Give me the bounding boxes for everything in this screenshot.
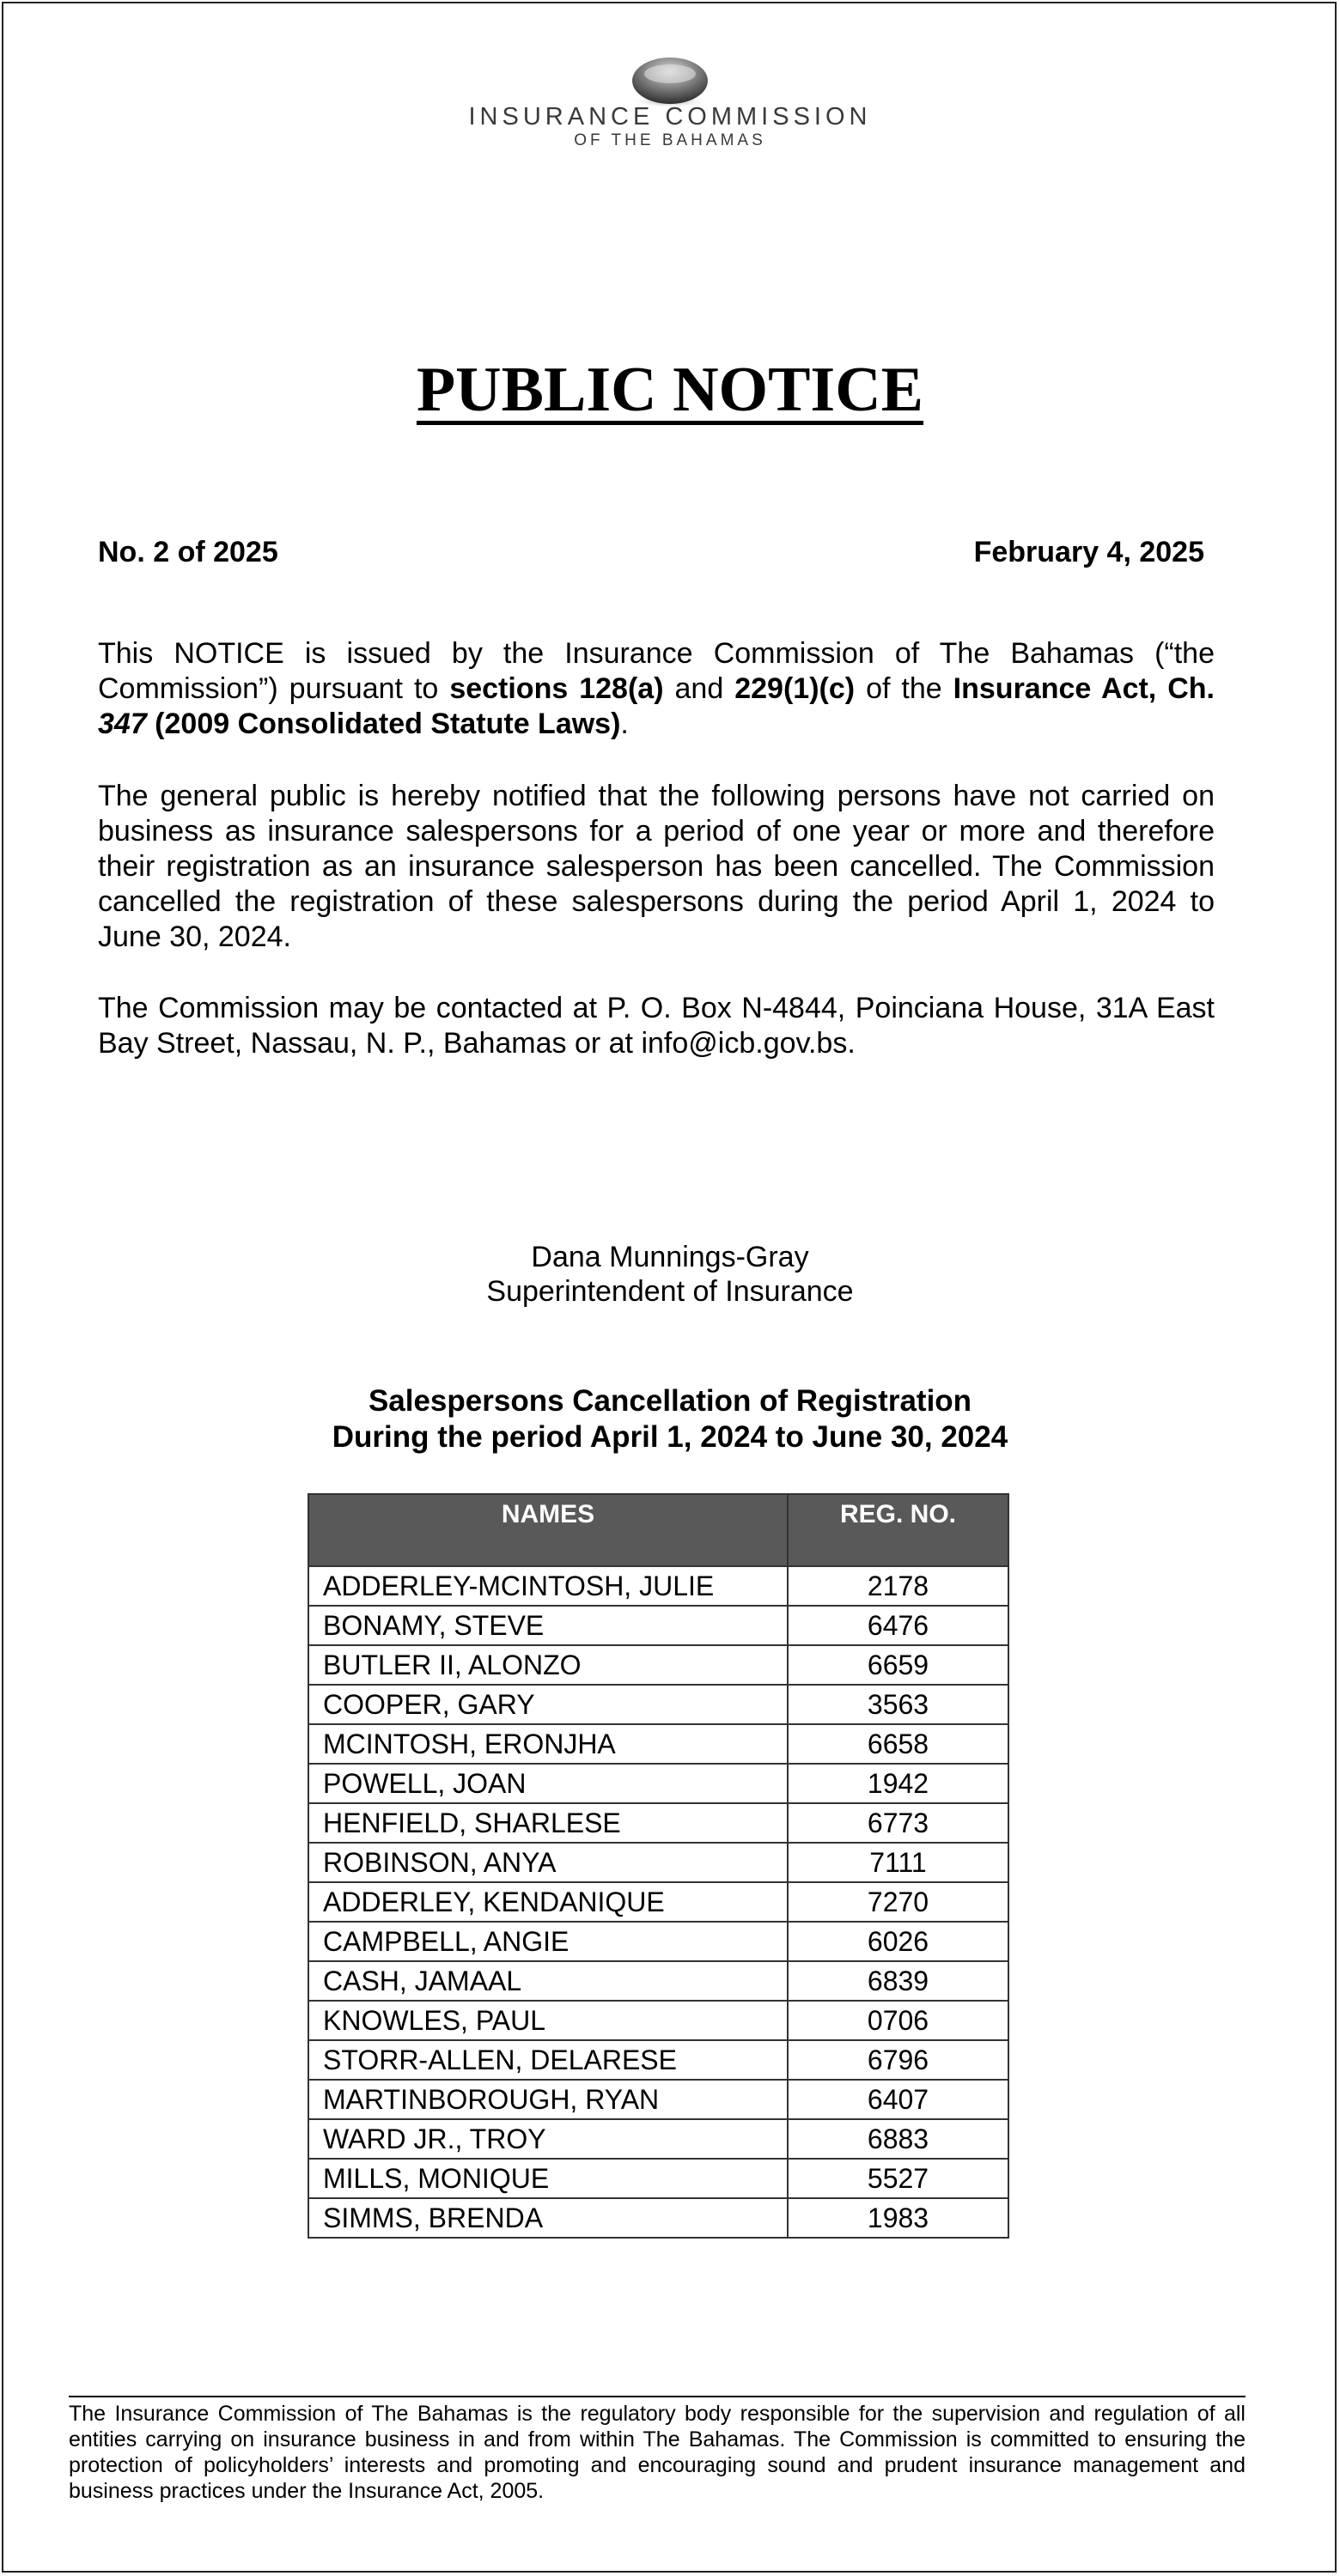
header-reg-no: REG. NO. bbox=[788, 1494, 1008, 1566]
cell-reg-no: 6773 bbox=[788, 1803, 1008, 1843]
cell-reg-no: 3563 bbox=[788, 1685, 1008, 1724]
cell-reg-no: 1942 bbox=[788, 1764, 1008, 1803]
footer-text: The Insurance Commission of The Bahamas is the regulatory body responsible for the supervision and regulation of all entities carrying on insurance business in and from within The Bahamas. The Commission is committed to ensuring the protection of policyholders’ interests and promoting and encouraging sound and prudent insurance management and business practices under the Insurance Act, 2005. bbox=[69, 2402, 1246, 2503]
table-row bbox=[308, 2040, 1008, 2080]
cell-reg-no: 6796 bbox=[788, 2040, 1008, 2080]
p1-chapter-number: 347 bbox=[98, 708, 147, 740]
cell-reg-no: 5527 bbox=[788, 2159, 1008, 2198]
cell-reg-no: 6883 bbox=[788, 2119, 1008, 2159]
cell-name: KNOWLES, PAUL bbox=[308, 2001, 788, 2040]
page-title bbox=[0, 354, 1340, 427]
notice-date: February 4, 2025 bbox=[973, 536, 1204, 568]
logo bbox=[0, 57, 1340, 110]
footer-divider bbox=[69, 2396, 1246, 2397]
p1-act-name: Insurance Act, Ch. bbox=[953, 672, 1215, 705]
cell-reg-no: 2178 bbox=[788, 1566, 1008, 1606]
cancellation-table bbox=[308, 1493, 1009, 2239]
signatory-title: Superintendent of Insurance bbox=[486, 1275, 854, 1308]
p1-text-3: of the bbox=[855, 672, 953, 705]
cell-name: ADDERLEY-MCINTOSH, JULIE bbox=[308, 1566, 788, 1606]
p1-text-1: This NOTICE is issued by the Insurance Commission of The Bahamas (“the Commission”) pursuant to bbox=[98, 637, 1215, 705]
p1-section-2: 229(1)(c) bbox=[734, 672, 856, 705]
cell-name: BUTLER II, ALONZO bbox=[308, 1645, 788, 1685]
cell-reg-no: 0706 bbox=[788, 2001, 1008, 2040]
cell-reg-no: 7270 bbox=[788, 1882, 1008, 1922]
cell-name: POWELL, JOAN bbox=[308, 1764, 788, 1803]
cell-name: WARD JR., TROY bbox=[308, 2119, 788, 2159]
logo-text-line1: INSURANCE COMMISSION bbox=[468, 103, 872, 131]
cell-name: STORR-ALLEN, DELARESE bbox=[308, 2040, 788, 2080]
p1-text-4: . bbox=[620, 708, 629, 740]
table-row bbox=[308, 1961, 1008, 2001]
table-row bbox=[308, 2159, 1008, 2198]
table-row bbox=[308, 2198, 1008, 2238]
cell-reg-no: 6658 bbox=[788, 1724, 1008, 1764]
table-row bbox=[308, 1566, 1008, 1606]
p1-statute-laws: (2009 Consolidated Statute Laws) bbox=[146, 708, 621, 740]
cell-name: ADDERLEY, KENDANIQUE bbox=[308, 1882, 788, 1922]
p1-section-1: sections 128(a) bbox=[449, 672, 664, 705]
table-row bbox=[308, 2001, 1008, 2040]
table-row bbox=[308, 2119, 1008, 2159]
cell-reg-no: 7111 bbox=[788, 1843, 1008, 1882]
table-row bbox=[308, 1764, 1008, 1803]
table-row bbox=[308, 1645, 1008, 1685]
cell-reg-no: 6839 bbox=[788, 1961, 1008, 2001]
page-title-text: PUBLIC NOTICE bbox=[416, 355, 924, 425]
table-row bbox=[308, 2080, 1008, 2119]
cell-name: MILLS, MONIQUE bbox=[308, 2159, 788, 2198]
table-subtitle: During the period April 1, 2024 to June 30, 2024 bbox=[332, 1420, 1008, 1454]
table-row bbox=[308, 1803, 1008, 1843]
cell-reg-no: 6659 bbox=[788, 1645, 1008, 1685]
paragraph-contact: The Commission may be contacted at P. O. Box N-4844, Poinciana House, 31A East Bay Street, Nassau, N. P., Bahamas or at info@icb.gov.bs. bbox=[98, 992, 1215, 1060]
table-row bbox=[308, 1843, 1008, 1882]
commission-emblem-icon bbox=[629, 57, 711, 110]
signatory-name: Dana Munnings-Gray bbox=[531, 1241, 809, 1273]
cell-name: CASH, JAMAAL bbox=[308, 1961, 788, 2001]
table-row bbox=[308, 1922, 1008, 1961]
paragraph-legal-basis bbox=[98, 636, 1215, 742]
cell-name: SIMMS, BRENDA bbox=[308, 2198, 788, 2238]
cell-reg-no: 6476 bbox=[788, 1606, 1008, 1645]
cell-reg-no: 1983 bbox=[788, 2198, 1008, 2238]
cell-name: COOPER, GARY bbox=[308, 1685, 788, 1724]
cell-reg-no: 6407 bbox=[788, 2080, 1008, 2119]
logo-text-line2: OF THE BAHAMAS bbox=[574, 131, 766, 149]
table-row bbox=[308, 1685, 1008, 1724]
cell-name: HENFIELD, SHARLESE bbox=[308, 1803, 788, 1843]
cell-name: BONAMY, STEVE bbox=[308, 1606, 788, 1645]
cell-name: ROBINSON, ANYA bbox=[308, 1843, 788, 1882]
cell-name: MARTINBOROUGH, RYAN bbox=[308, 2080, 788, 2119]
table-header-row bbox=[308, 1494, 1008, 1566]
header-names: NAMES bbox=[308, 1494, 788, 1566]
cell-name: MCINTOSH, ERONJHA bbox=[308, 1724, 788, 1764]
table-row bbox=[308, 1882, 1008, 1922]
table-row bbox=[308, 1606, 1008, 1645]
table-title: Salespersons Cancellation of Registration bbox=[368, 1384, 972, 1418]
table-row bbox=[308, 1724, 1008, 1764]
cell-name: CAMPBELL, ANGIE bbox=[308, 1922, 788, 1961]
cell-reg-no: 6026 bbox=[788, 1922, 1008, 1961]
p1-text-2: and bbox=[663, 672, 735, 705]
paragraph-notification: The general public is hereby notified that the following persons have not carried on business as insurance salespersons for a period of one year or more and therefore their registration as an insurance salesperson has been cancelled. The Commission cancelled the registration of these salespersons during the period April 1, 2024 to June 30, 2024. bbox=[98, 780, 1215, 953]
notice-number: No. 2 of 2025 bbox=[98, 536, 278, 568]
